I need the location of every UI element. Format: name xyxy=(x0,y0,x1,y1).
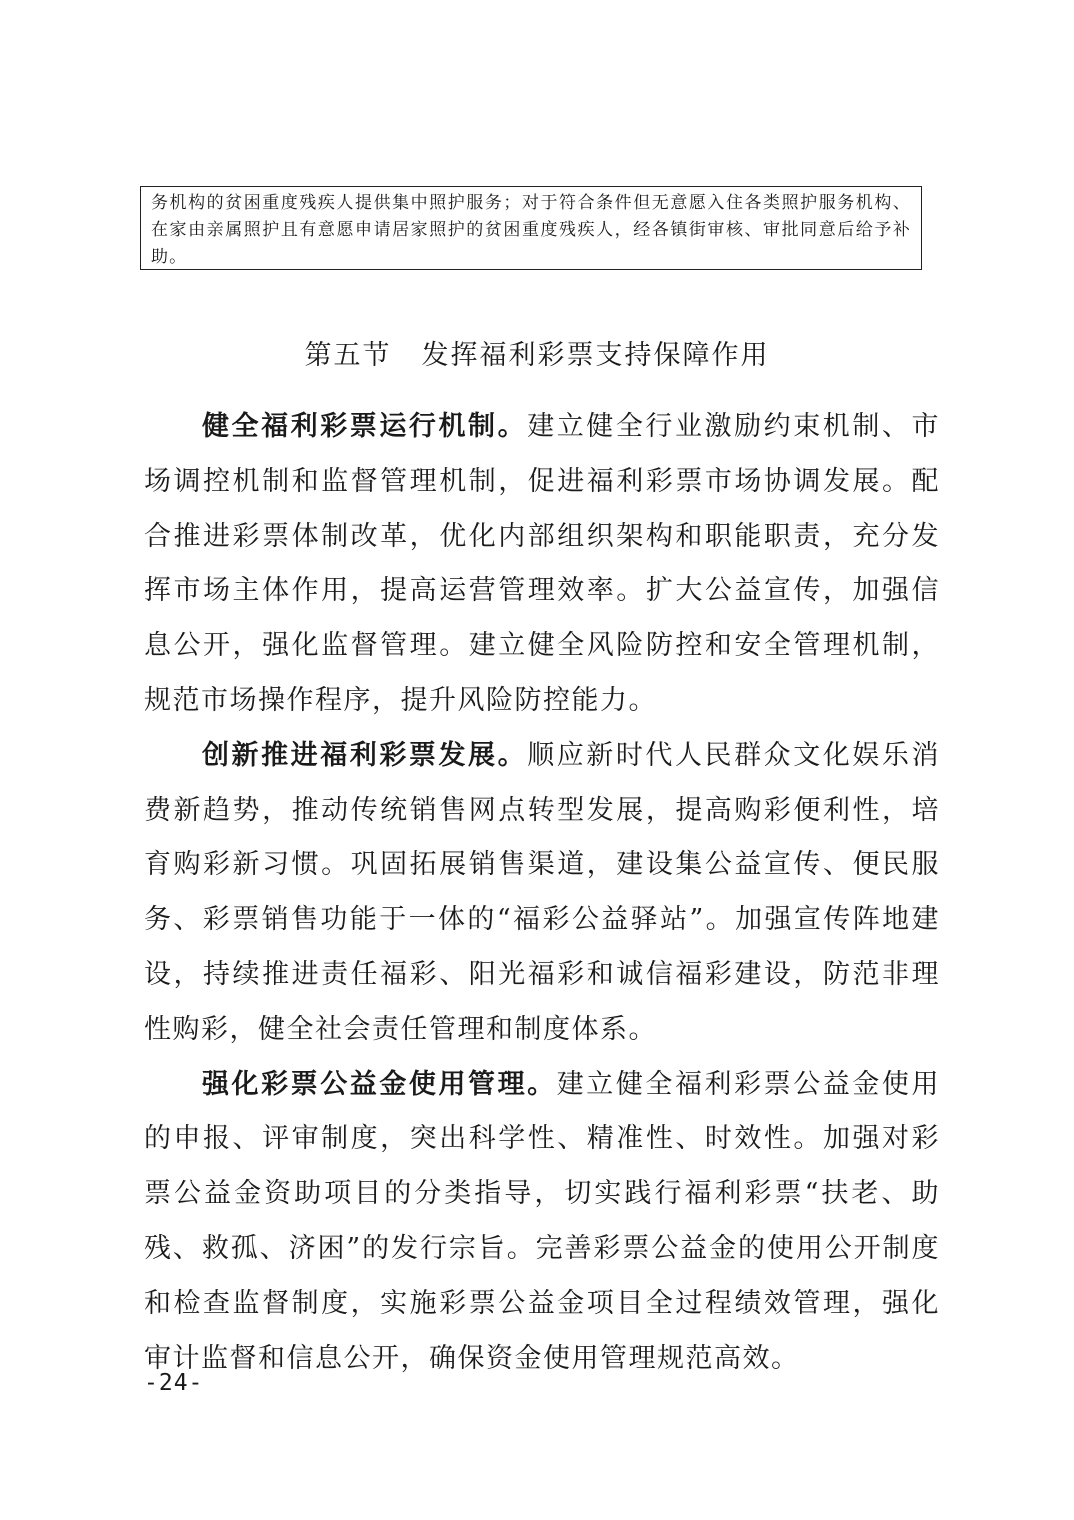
paragraph xyxy=(144,400,940,729)
paragraph-lead: 强化彩票公益金使用管理。 xyxy=(202,1068,557,1100)
paragraph xyxy=(144,1058,940,1387)
paragraph xyxy=(144,729,940,1058)
paragraph-lead: 创新推进福利彩票发展。 xyxy=(202,739,528,771)
boxed-note-text: 务机构的贫困重度残疾人提供集中照护服务；对于符合条件但无意愿入住各类照护服务机构、在家由亲属照护且有意愿申请居家照护的贫困重度残疾人，经各镇街审核、审批同意后给予补助。 xyxy=(151,193,911,267)
paragraph-text: 建立健全行业激励约束机制、市场调控机制和监督管理机制，促进福利彩票市场协调发展。配合推进彩票体制改革，优化内部组织架构和职能职责，充分发挥市场主体作用，提高运营管理效率。扩大公益宣传，加强信息公开，强化监督管理。建立健全风险防控和安全管理机制，规范市场操作程序，提升风险防控能力。 xyxy=(144,411,940,716)
paragraph-lead: 健全福利彩票运行机制。 xyxy=(202,411,528,442)
section-title-text: 发挥福利彩票支持保障作用 xyxy=(421,340,770,371)
paragraph-text: 建立健全福利彩票公益金使用的申报、评审制度，突出科学性、精准性、时效性。加强对彩票公益金资助项目的分类指导，切实践行福利彩票“扶老、助残、救孤、济困”的发行宗旨。完善彩票公益金的使用公开制度和检查监督制度，实施彩票公益金项目全过程绩效管理，强化审计监督和信息公开，确保资金使用管理规范高效。 xyxy=(144,1068,940,1374)
body-text xyxy=(144,400,940,1386)
paragraph-text: 顺应新时代人民群众文化娱乐消费新趋势，推动传统销售网点转型发展，提高购彩便利性，培育购彩新习惯。巩固拓展销售渠道，建设集公益宣传、便民服务、彩票销售功能于一体的“福彩公益驿站”。加强宣传阵地建设，持续推进责任福彩、阳光福彩和诚信福彩建设，防范非理性购彩，健全社会责任管理和制度体系。 xyxy=(144,739,940,1045)
section-title xyxy=(0,336,1074,376)
section-number: 第五节 xyxy=(304,340,392,371)
boxed-note xyxy=(140,186,922,270)
page-number: -24- xyxy=(144,1370,204,1396)
